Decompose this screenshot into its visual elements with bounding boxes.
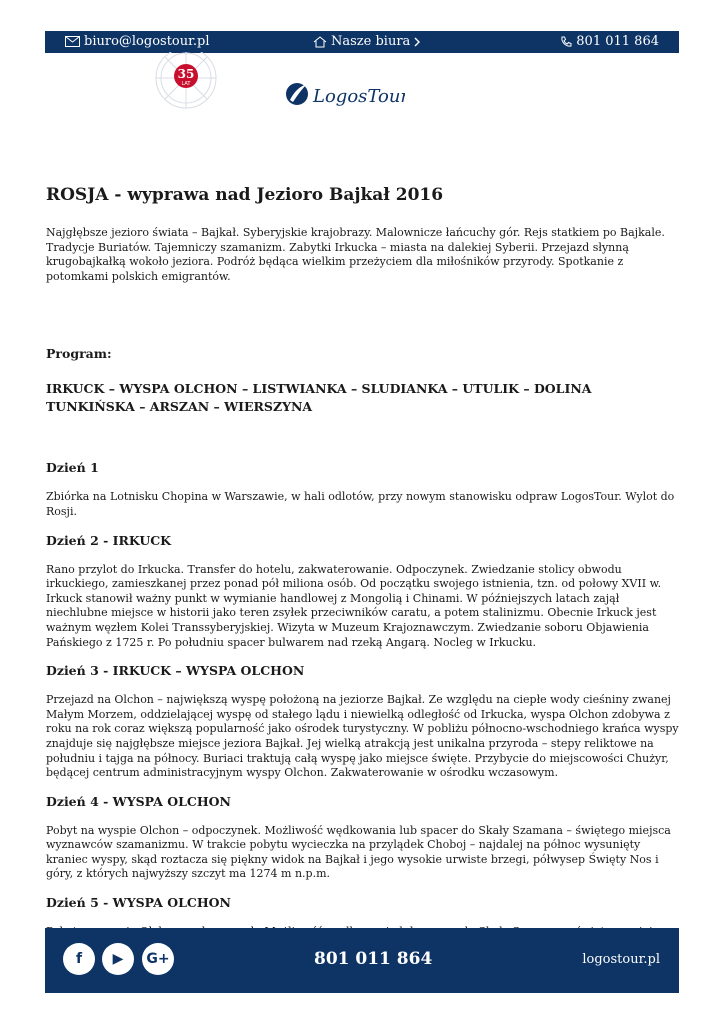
route-heading: IRKUCK – WYSPA OLCHON – LISTWIANKA – SLUDIANKA – UTULIK – DOLINA TUNKIŃSKA – ARSZAN – WIERSZYNA — [46, 381, 592, 415]
page-title: ROSJA - wyprawa nad Jezioro Bajkał 2016 — [46, 185, 444, 205]
day-text: Zbiórka na Lotnisku Chopina w Warszawie, w hali odlotów, przy nowym stanowisku odpraw LogosTour. Wylot do Rosji. — [46, 490, 675, 518]
day-title: Dzień 1 — [46, 460, 99, 476]
envelope-icon — [65, 36, 80, 47]
footer-phone[interactable]: 801 011 864 — [314, 949, 433, 969]
day-title: Dzień 4 - WYSPA OLCHON — [46, 793, 231, 809]
footer — [45, 928, 679, 993]
badge-sub: LAT — [181, 81, 191, 87]
badge-number: 35 — [177, 67, 195, 81]
chevron-right-icon — [414, 37, 421, 47]
phone-text: 801 011 864 — [576, 34, 659, 49]
logo-graphic — [285, 76, 405, 116]
day-title: Dzień 5 - WYSPA OLCHON — [46, 895, 231, 911]
day-section — [46, 459, 680, 519]
day-section — [46, 532, 680, 651]
youtube-icon[interactable]: ▶ — [102, 943, 134, 975]
offices-link[interactable] — [313, 34, 421, 49]
main-content — [46, 183, 680, 966]
footer-website-link[interactable]: logostour.pl — [582, 952, 660, 967]
anniversary-badge — [148, 52, 224, 114]
home-icon — [313, 36, 327, 48]
intro-text: Najgłębsze jezioro świata – Bajkał. Syberyjskie krajobrazy. Malownicze łańcuchy gór. Rejs statkiem po Bajkale. Tradycje Buriatów. Tajemniczy szamanizm. Zabytki Irkucka – miasta na dalekiej Syberii. Przejazd słynną krugobajkałką wokoło jeziora. Podróż będąca wielkim przeżyciem dla miłośników przyrody. Spotkanie z potomkami polskich emigrantów. — [46, 226, 665, 283]
phone-icon — [560, 36, 572, 48]
phone-link[interactable] — [560, 34, 659, 49]
day-text: Pobyt na wyspie Olchon – odpoczynek. Możliwość wędkowania lub spacer do Skały Szamana – świętego miejsca wyznawców szamanizmu. W trakcie pobytu wycieczka na przylądek Choboj – najdalej na północ wysunięty kraniec wyspy, skąd roztacza się piękny widok na Bajkał i jego wysokie urwiste brzegi, półwysep Święty Nos i góry, z których najwyższy szczyt ma 1274 m n.p.m. — [46, 823, 671, 881]
contact-bar — [45, 31, 679, 53]
facebook-icon[interactable]: f — [63, 943, 95, 975]
offices-label: Nasze biura — [331, 34, 411, 49]
program-heading: Program: — [46, 346, 112, 362]
logostour-logo[interactable] — [285, 76, 405, 116]
day-text: Rano przylot do Irkucka. Transfer do hotelu, zakwaterowanie. Odpoczynek. Zwiedzanie stolicy obwodu irkuckiego, zamieszkanej przez ponad pół miliona osób. Od początku swojego istnienia, tzn. od połowy XVII w. Irkuck stanowił ważny punkt w wymianie handlowej z Mongolią i Chinami. W późniejszych latach zajął niechlubne miejsce w historii jako teren zsyłek przeciwników caratu, a potem stalinizmu. Obecnie Irkuck jest ważnym węzłem Kolei Transsyberyjskiej. Wizyta w Muzeum Krajoznawczym. Zwiedzanie soboru Objawienia Pańskiego z 1725 r. Po południu spacer bulwarem nad rzeką Angarą. Nocleg w Irkucku. — [46, 562, 662, 649]
day-title: Dzień 2 - IRKUCK — [46, 532, 172, 548]
logo-text: LogosTour — [313, 86, 405, 107]
email-text: biuro@logostour.pl — [84, 34, 210, 49]
email-link[interactable] — [65, 34, 210, 49]
day-text: Przejazd na Olchon – największą wyspę położoną na jeziorze Bajkał. Ze względu na ciepłe wody cieśniny zwanej Małym Morzem, oddzielającej wyspę od stałego lądu i niewielką odległość od Irkucka, wyspa Olchon zdobywa z roku na rok coraz większą popularność jako ośrodek turystyczny. W pobliżu północno-wschodniego krańca wyspy znajduje się najgłębsze miejsce jeziora Bajkał. Jej wielką atrakcją jest unikalna przyroda – stepy reliktowe na południu i tajga na północy. Buriaci traktują całą wyspę jako miejsce święte. Przybycie do miejscowości Chużyr, będącej centrum administracyjnym wyspy Olchon. Zakwaterowanie w ośrodku wczasowym. — [46, 693, 679, 780]
google-plus-icon[interactable]: G+ — [142, 943, 174, 975]
day-section — [46, 793, 680, 882]
day-section — [46, 662, 680, 781]
day-title: Dzień 3 - IRKUCK – WYSPA OLCHON — [46, 663, 305, 679]
